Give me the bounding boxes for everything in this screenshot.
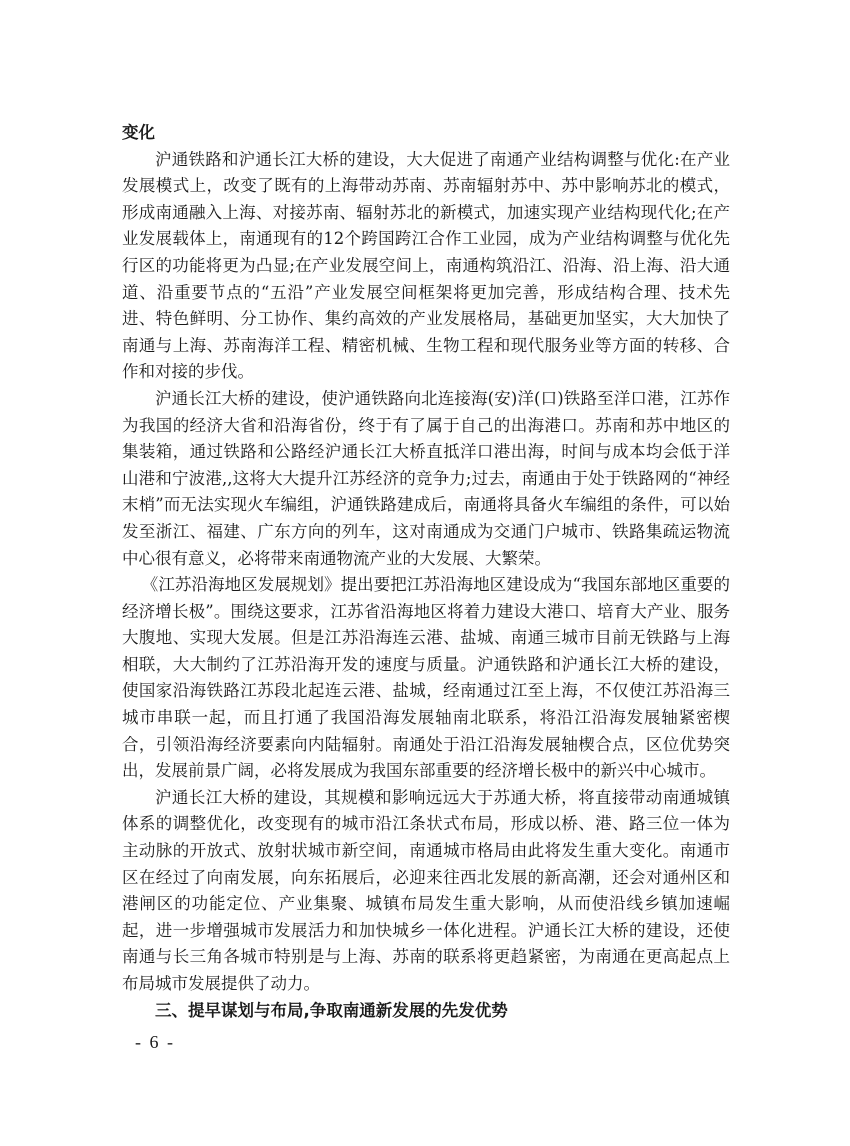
page-number: - 6 - bbox=[135, 1032, 175, 1052]
paragraph-1: 沪通铁路和沪通长江大桥的建设，大大促进了南通产业结构调整与优化:在产业发展模式上，改变了既有的上海带动苏南、苏南辐射苏中、苏中影响苏北的模式，形成南通融入上海、对接苏南、辐射苏北的新模式，加速实现产业结构现代化;在产业发展载体上，南通现有的12个跨国跨江合作工业园，成为产业结构调整与优化先行区的功能将更为凸显;在产业发展空间上，南通构筑沿江、沿海、沿上海、沿大通道、沿重要节点的“五沿”产业发展空间框架将更加完善，形成结构合理、技术先进、特色鲜明、分工协作、集约高效的产业发展格局，基础更加坚实，大大加快了南通与上海、苏南海洋工程、精密机械、生物工程和现代服务业等方面的转移、合作和对接的步伐。 bbox=[122, 149, 730, 382]
document-body bbox=[122, 120, 730, 1024]
paragraph-4: 沪通长江大桥的建设，其规模和影响远远大于苏通大桥，将直接带动南通城镇体系的调整优化，改变现有的城市沿江条状式布局，形成以桥、港、路三位一体为主动脉的开放式、放射状城市新空间，南通城市格局由此将发生重大变化。南通市区在经过了向南发展，向东拓展后，必迎来往西北发展的新高潮，还会对通州区和港闸区的功能定位、产业集聚、城镇布局发生重大影响，从而使沿线乡镇加速崛起，进一步增强城市发展活力和加快城乡一体化进程。沪通长江大桥的建设，还使南通与长三角各城市特别是与上海、苏南的联系将更趋紧密，为南通在更高起点上布局城市发展提供了动力。 bbox=[122, 787, 730, 993]
section-heading: 三、提早谋划与布局,争取南通新发展的先发优势 bbox=[155, 1000, 508, 1020]
lead-heading: 变化 bbox=[122, 123, 155, 142]
paragraph-3: 《江苏沿海地区发展规划》提出要把江苏沿海地区建设成为“我国东部地区重要的经济增长极”。围绕这要求，江苏省沿海地区将着力建设大港口、培育大产业、服务大腹地、实现大发展。但是江苏沿海连云港、盐城、南通三城市目前无铁路与上海相联，大大制约了江苏沿海开发的速度与质量。沪通铁路和沪通长江大桥的建设，使国家沿海铁路江苏段北起连云港、盐城，经南通过江至上海，不仅使江苏沿海三城市串联一起，而且打通了我国沿海发展轴南北联系，将沿江沿海发展轴紧密楔合，引领沿海经济要素向内陆辐射。南通处于沿江沿海发展轴楔合点，区位优势突出，发展前景广阔，必将发展成为我国东部重要的经济增长极中的新兴中心城市。 bbox=[122, 575, 730, 781]
paragraph-2: 沪通长江大桥的建设，使沪通铁路向北连接海(安)洋(口)铁路至洋口港，江苏作为我国的经济大省和沿海省份，终于有了属于自己的出海港口。苏南和苏中地区的集装箱，通过铁路和公路经沪通长江大桥直抵洋口港出海，时间与成本均会低于洋山港和宁波港,,这将大大提升江苏经济的竞争力;过去，南通由于处于铁路网的“神经末梢”而无法实现火车编组，沪通铁路建成后，南通将具备火车编组的条件，可以始发至浙江、福建、广东方向的列车，这对南通成为交通门户城市、铁路集疏运物流中心很有意义，必将带来南通物流产业的大发展、大繁荣。 bbox=[122, 388, 730, 568]
